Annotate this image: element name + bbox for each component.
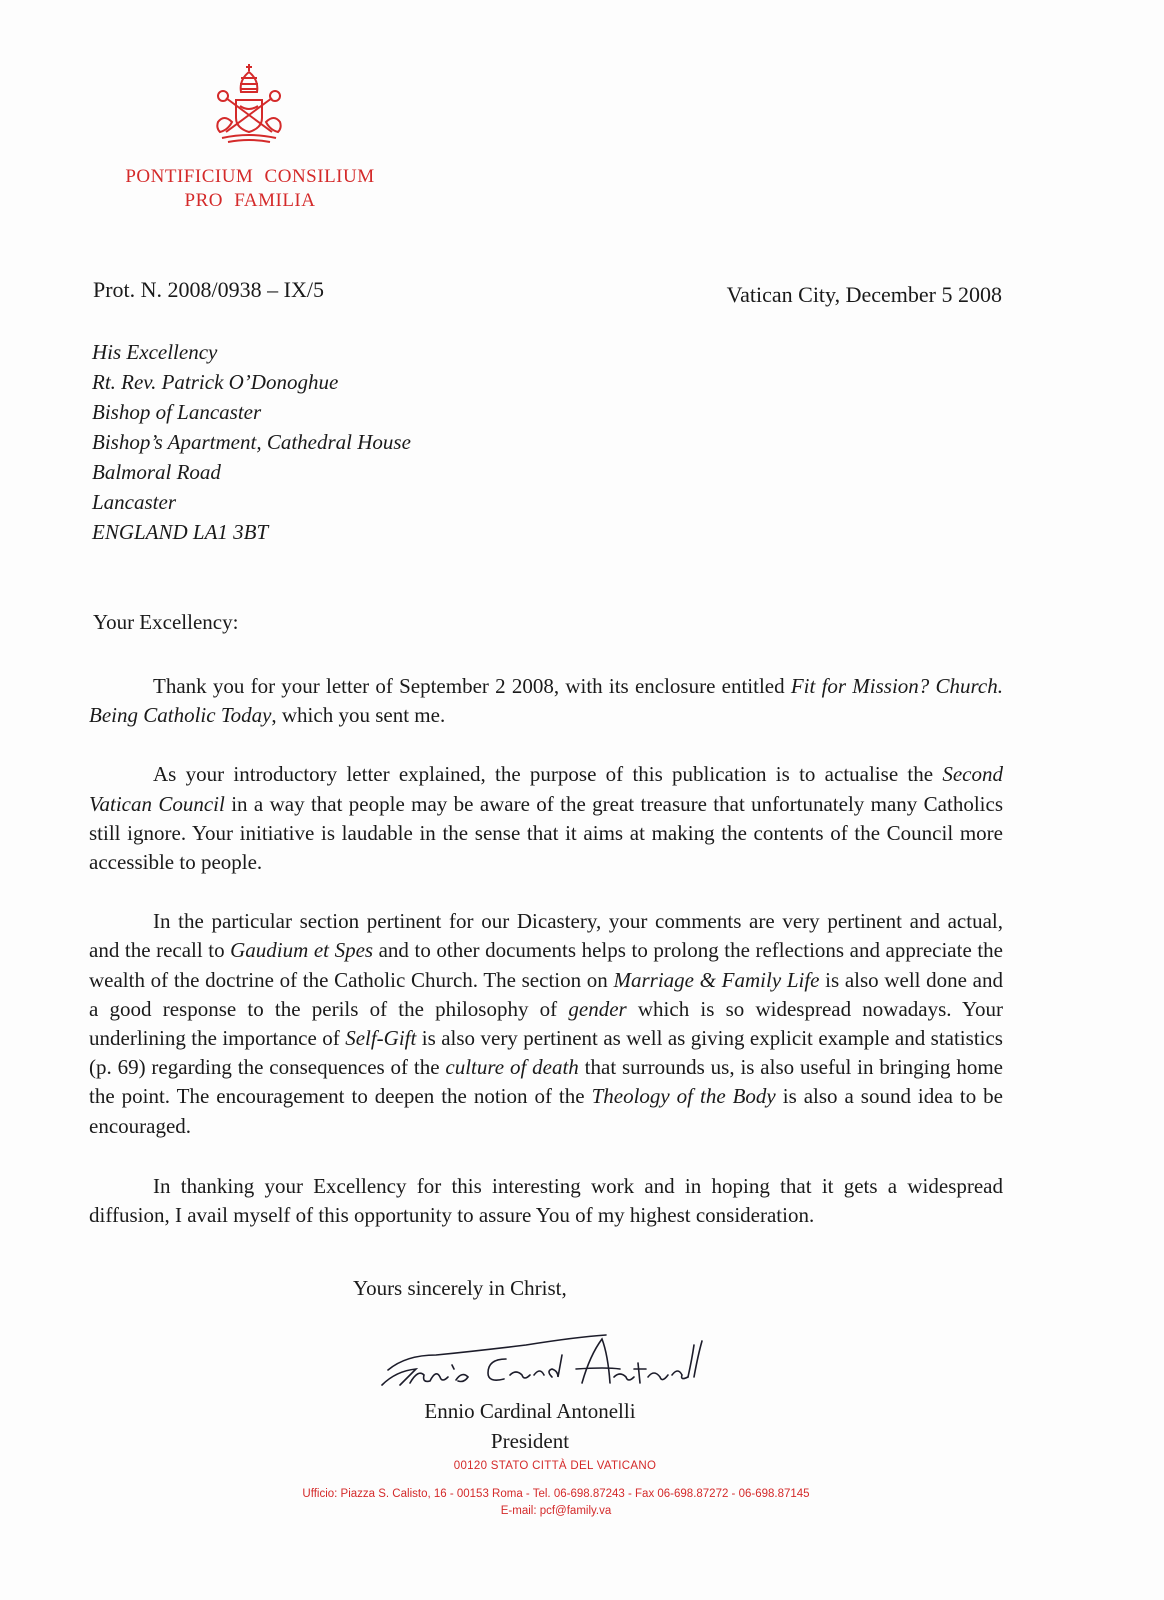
address-line: Balmoral Road (92, 460, 221, 484)
emphasis-term: gender (568, 996, 627, 1021)
signer-block (360, 1396, 700, 1456)
address-line: Rt. Rev. Patrick O’Donoghue (92, 370, 339, 394)
paragraph-4 (89, 1172, 1003, 1230)
text-run: is also very pertinent as well as giving explicit example and statistics (p. 69) regarding the consequences of the (89, 1026, 1003, 1080)
paragraph-3 (89, 907, 1003, 1141)
text-run: Thank you for your letter of September 2 2008, with its enclosure entitled (153, 674, 791, 698)
paragraph-1 (89, 672, 1003, 730)
letter-date: Vatican City, December 5 2008 (726, 282, 1002, 307)
emphasis-term: Self-Gift (345, 1026, 417, 1051)
paragraph-2 (89, 760, 1003, 877)
handwritten-signature (376, 1325, 706, 1395)
org-line-2: PRO FAMILIA (184, 190, 316, 211)
text-run: is also well done and a good response to the perils of the philosophy of (89, 967, 1004, 1021)
address-line: Bishop of Lancaster (92, 400, 262, 424)
footer-contact: Ufficio: Piazza S. Calisto, 16 - 00153 Roma - Tel. 06-698.87243 - Fax 06-698.87272 - 06-698.87145 (302, 1488, 810, 1500)
address-line: ENGLAND LA1 3BT (92, 520, 269, 544)
address-line: Bishop’s Apartment, Cathedral House (92, 430, 411, 454)
salutation: Your Excellency: (93, 610, 239, 634)
closing-line: Yours sincerely in Christ, (353, 1276, 567, 1300)
footer-address: 00120 STATO CITTÀ DEL VATICANO (453, 1460, 657, 1472)
address-line: Lancaster (92, 490, 176, 514)
protocol-number: Prot. N. 2008/0938 – IX/5 (93, 277, 324, 302)
signer-name: Ennio Cardinal Antonelli (424, 1399, 636, 1423)
text-run: in a way that people may be aware of the great treasure that unfortunately many Catholics still ignore. Your initiative is laudable in the sense that it aims at making the contents of the Council more accessible to people. (89, 791, 1003, 875)
emphasis-term: Marriage & Family Life (613, 967, 820, 992)
emphasis-term: culture of death (445, 1055, 579, 1080)
letter-body (89, 672, 1003, 1259)
emphasis-term: Theology of the Body (591, 1084, 776, 1109)
footer-email: E-mail: pcf@family.va (500, 1505, 612, 1517)
text-run: In thanking your Excellency for this interesting work and in hoping that it gets a widespread diffusion, I avail myself of this opportunity to assure You of my highest consideration. (89, 1173, 1003, 1228)
text-run: which is so widespread nowadays. Your underlining the importance of (89, 996, 1003, 1051)
text-run: As your introductory letter explained, the purpose of this publication is to actualise the (153, 762, 943, 787)
text-run: In the particular section pertinent for our Dicastery, your comments are very pertinent and actual, and the recall to (89, 909, 1003, 963)
recipient-address (92, 337, 411, 547)
emphasis-term: Second Vatican Council (89, 762, 1003, 816)
text-run: and to other documents helps to prolong the reflections and appreciate the wealth of the doctrine of the Catholic Church. The section on (89, 938, 1003, 992)
address-line: His Excellency (92, 340, 218, 364)
org-line-1: PONTIFICIUM CONSILIUM (125, 166, 375, 187)
emphasis-term: Gaudium et Spes (230, 938, 374, 963)
text-run: that surrounds us, is also useful in bringing home the point. The encouragement to deepen the notion of the (89, 1055, 1004, 1109)
text-run: , which you sent me. (271, 703, 446, 728)
papal-coat-of-arms-icon (208, 62, 290, 146)
signer-title: President (490, 1429, 570, 1453)
publication-title: Fit for Mission? Church. Being Catholic Today (89, 674, 1003, 728)
text-run: is also a sound idea to be encouraged. (89, 1084, 1003, 1138)
letterhead-organization (100, 165, 400, 213)
